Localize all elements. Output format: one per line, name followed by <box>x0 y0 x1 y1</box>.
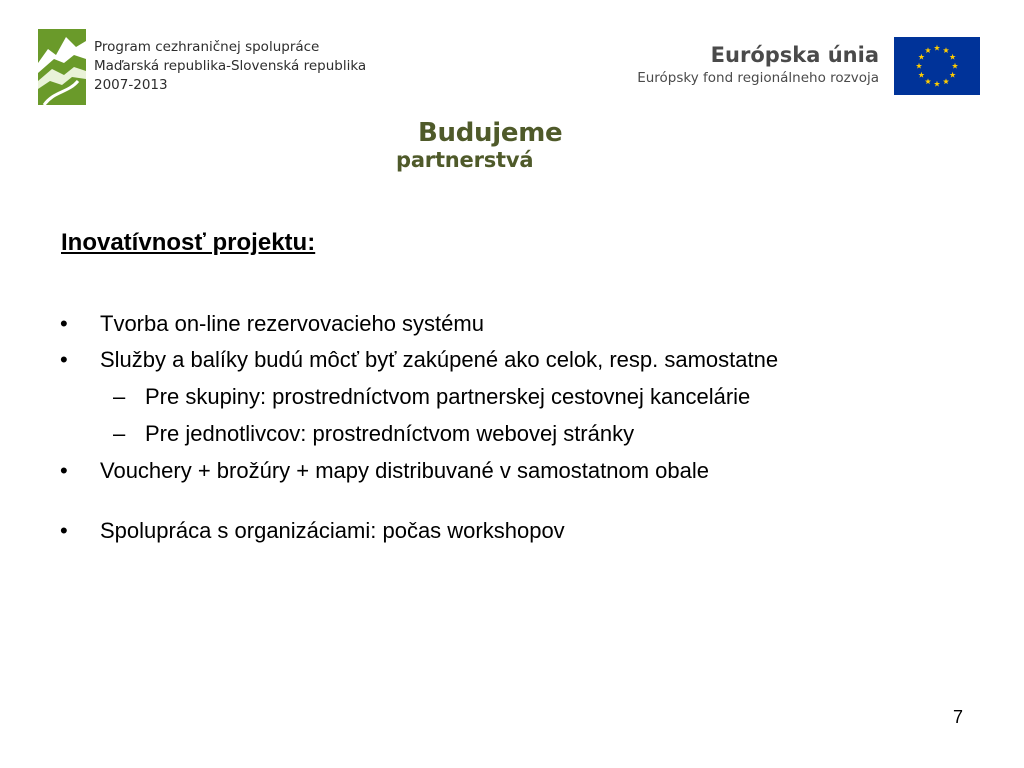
bullet-marker: • <box>60 458 68 483</box>
program-title <box>94 38 366 95</box>
bullet-marker: • <box>60 347 68 372</box>
bullet-marker: • <box>60 311 68 336</box>
program-line-1: Program cezhraničnej spolupráce <box>94 39 320 55</box>
slogan-logo <box>396 118 562 172</box>
eu-flag-icon <box>894 37 980 95</box>
slogan-line-1: Budujeme <box>418 118 563 148</box>
dash-marker: – <box>113 421 126 446</box>
list-item <box>60 311 484 337</box>
eu-label <box>637 42 879 88</box>
list-item-text: Tvorba on-line rezervovacieho systému <box>100 311 484 336</box>
page-number: 7 <box>952 707 963 727</box>
list-item-text: Služby a balíky budú môcť byť zakúpené ako celok, resp. samostatne <box>100 347 779 372</box>
program-line-3: 2007-2013 <box>94 77 168 93</box>
sub-list-item-text: Pre jednotlivcov: prostredníctvom webovej stránky <box>145 421 635 446</box>
program-logo <box>38 29 86 105</box>
eu-subtitle: Európsky fond regionálneho rozvoja <box>637 70 879 86</box>
slogan-line-2: partnerstvá <box>396 148 534 172</box>
list-item <box>60 518 565 544</box>
list-item-text: Spolupráca s organizáciami: počas workshopov <box>100 518 565 543</box>
bullet-marker: • <box>60 518 68 543</box>
list-item <box>60 458 709 484</box>
section-heading: Inovatívnosť projektu: <box>61 229 316 256</box>
sub-list-item-text: Pre skupiny: prostredníctvom partnerskej cestovnej kancelárie <box>145 384 751 409</box>
eu-title: Európska únia <box>710 43 879 67</box>
sub-list-item <box>113 421 634 447</box>
list-item-text: Vouchery + brožúry + mapy distribuvané v samostatnom obale <box>100 458 709 483</box>
dash-marker: – <box>113 384 126 409</box>
list-item <box>60 347 778 373</box>
sub-list-item <box>113 384 750 410</box>
program-line-2: Maďarská republika-Slovenská republika <box>94 58 367 74</box>
